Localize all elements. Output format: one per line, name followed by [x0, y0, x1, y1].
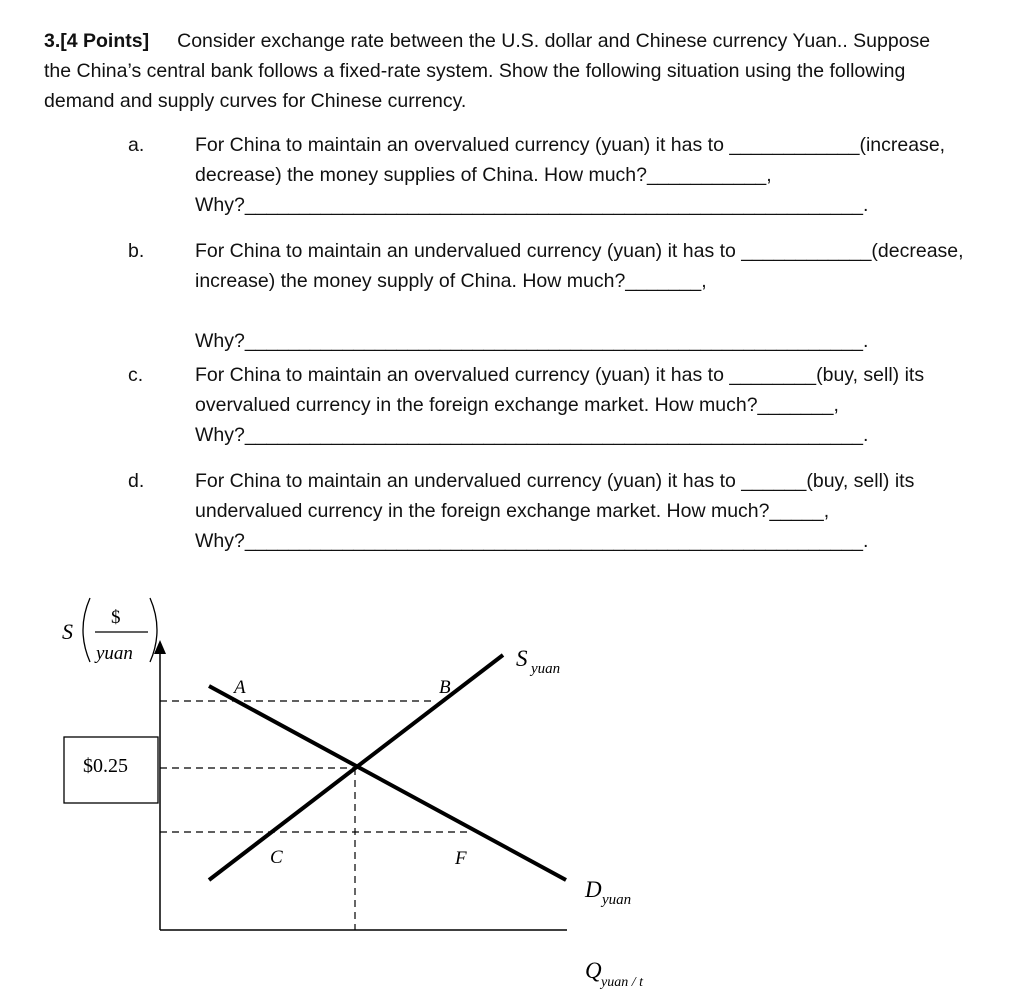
question-line: undervalued currency in the foreign exchange market. How much?_____,: [195, 500, 830, 522]
point-b-label: B: [439, 677, 451, 698]
question-letter: b.: [128, 240, 145, 262]
supply-label: S: [516, 646, 528, 671]
x-axis-label-subscript: yuan / t: [601, 975, 643, 990]
question-line: Why?_________________________________________________________.: [195, 530, 869, 552]
points-label: 3.[4 Points]: [44, 30, 150, 52]
point-f-label: F: [455, 848, 467, 869]
demand-curve: [209, 686, 566, 880]
price-box-label: $0.25: [83, 755, 128, 777]
intro-line-3: demand and supply curves for Chinese currency.: [44, 90, 467, 112]
demand-label-subscript: yuan: [602, 892, 632, 908]
question-line: overvalued currency in the foreign exchange market. How much?_______,: [195, 394, 839, 416]
intro-line-2: the China’s central bank follows a fixed-rate system. Show the following situation using the following: [44, 60, 906, 82]
y-axis-symbol: S: [62, 619, 73, 644]
supply-demand-diagram: [0, 590, 1024, 1007]
question-line: decrease) the money supplies of China. How much?___________,: [195, 164, 772, 186]
problem-intro: [44, 26, 994, 116]
question-line: For China to maintain an overvalued currency (yuan) it has to ________(buy, sell) its: [195, 364, 925, 386]
question-letter: c.: [128, 364, 144, 386]
question-line: Why?_________________________________________________________.: [195, 330, 869, 352]
question-letter: d.: [128, 470, 145, 492]
question-line: Why?_________________________________________________________.: [195, 194, 869, 216]
demand-label: D: [585, 877, 602, 902]
y-axis-denominator: yuan: [96, 643, 133, 664]
question-line: For China to maintain an undervalued currency (yuan) it has to ______(buy, sell) its: [195, 470, 915, 492]
question-line: For China to maintain an undervalued currency (yuan) it has to ____________(decrease,: [195, 240, 964, 262]
question-line: [195, 296, 1005, 326]
y-axis-left-paren: [83, 598, 90, 662]
question-line: increase) the money supply of China. How much?_______,: [195, 270, 707, 292]
point-a-label: A: [234, 677, 246, 698]
question-letter: a.: [128, 134, 145, 156]
supply-label-subscript: yuan: [531, 661, 561, 677]
intro-line-1: Consider exchange rate between the U.S. dollar and Chinese currency Yuan.. Suppose: [177, 30, 931, 52]
x-axis-label: Q: [585, 958, 602, 983]
question-line: Why?_________________________________________________________.: [195, 424, 869, 446]
question-line: For China to maintain an overvalued currency (yuan) it has to ____________(increase,: [195, 134, 946, 156]
point-c-label: C: [270, 847, 283, 868]
y-axis-numerator: $: [111, 607, 121, 628]
